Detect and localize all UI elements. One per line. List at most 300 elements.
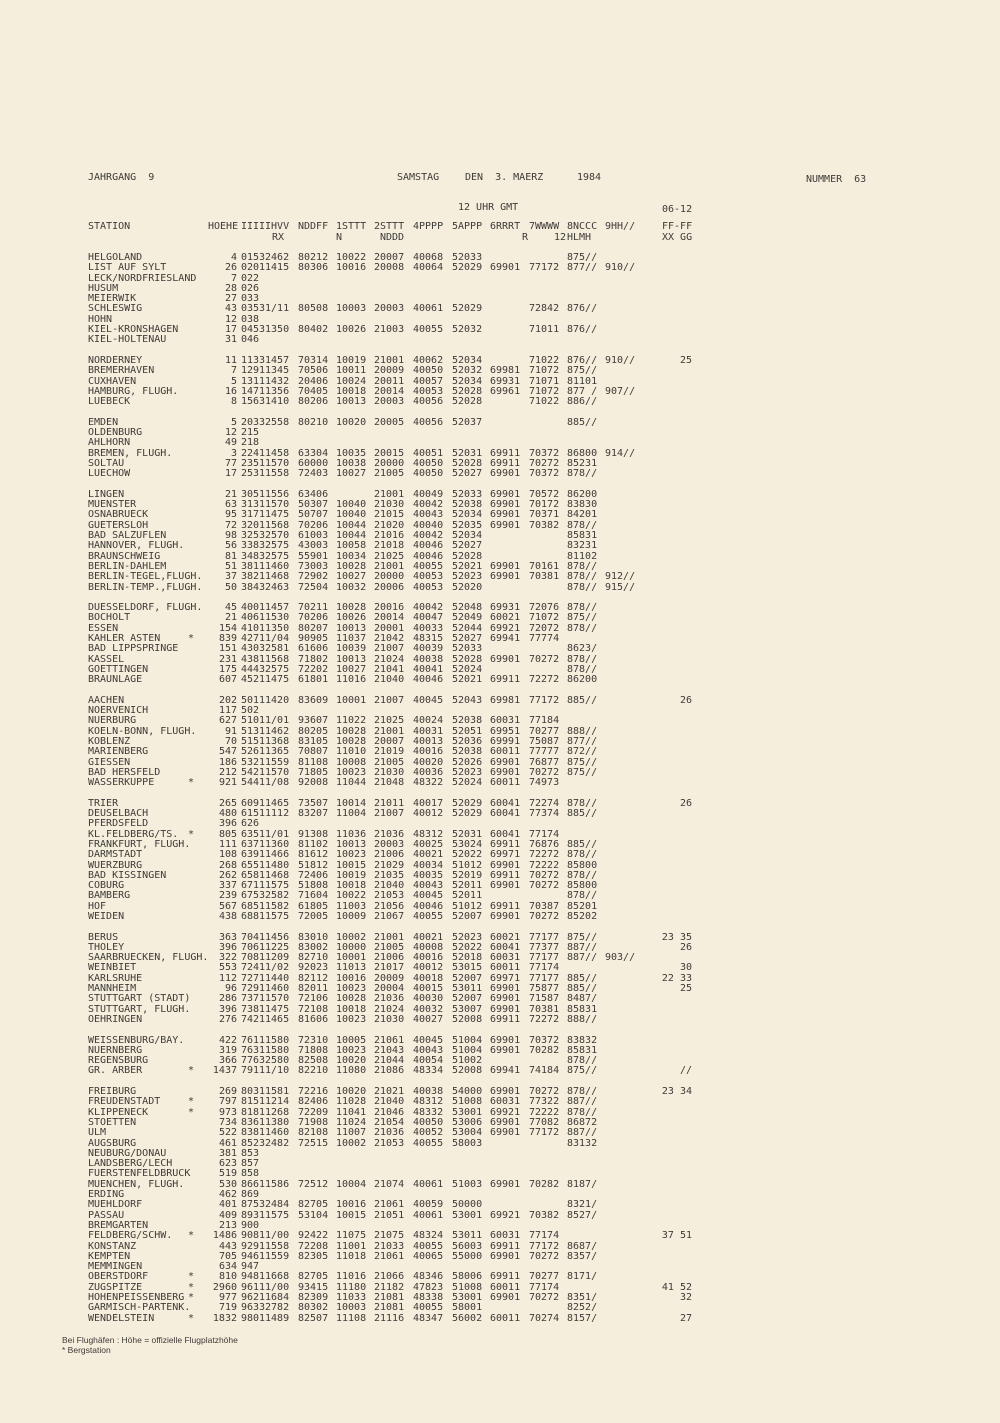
7wwww-group: 77174 bbox=[529, 962, 560, 974]
iii-value: 626 bbox=[241, 818, 260, 830]
nddff-group: 70506 bbox=[298, 365, 329, 377]
1sttt-group: 11013 bbox=[336, 962, 367, 974]
1sttt-group: 10040 bbox=[336, 499, 367, 511]
7wwww-group: 70572 bbox=[529, 488, 560, 500]
iii-value: 763 bbox=[241, 1044, 260, 1056]
2sttt-group: 20014 bbox=[374, 385, 405, 397]
iii-value: 963 bbox=[241, 1302, 260, 1314]
6rrrt-group: 69901 bbox=[490, 983, 521, 995]
4pppp-group: 40034 bbox=[413, 859, 444, 871]
9hh-group: 910// bbox=[605, 262, 636, 274]
bergstation-marker: * bbox=[188, 1312, 195, 1324]
4pppp-group: 40038 bbox=[413, 653, 444, 665]
8nccc-group: 888// bbox=[567, 1013, 598, 1025]
1sttt-group: 10019 bbox=[336, 869, 367, 881]
r-subheader: R bbox=[522, 232, 529, 243]
6rrrt-group: 60011 bbox=[490, 1281, 521, 1293]
8nccc-group: 8687/ bbox=[567, 1240, 598, 1252]
8nccc-group: 85831 bbox=[567, 1044, 598, 1056]
station-name: BERUS bbox=[88, 931, 119, 943]
7wwww-group: 70272 bbox=[529, 1291, 560, 1303]
1sttt-group: 11075 bbox=[336, 1230, 367, 1242]
5appp-group: 52011 bbox=[452, 880, 483, 892]
7wwww-group: 72274 bbox=[529, 797, 560, 809]
observation-time: 12 UHR GMT bbox=[458, 202, 519, 213]
2sttt-group: 21036 bbox=[374, 993, 405, 1005]
6rrrt-group: 69901 bbox=[490, 1044, 521, 1056]
7wwww-group: 72272 bbox=[529, 674, 560, 686]
iihvv-group: 11380 bbox=[259, 1116, 290, 1128]
nddff-group: 72902 bbox=[298, 571, 329, 583]
4pppp-group: 40056 bbox=[413, 416, 444, 428]
nddff-group: 72310 bbox=[298, 1034, 329, 1046]
5appp-group: 52023 bbox=[452, 931, 483, 943]
7wwww-group: 70387 bbox=[529, 900, 560, 912]
iihvv-group: 32484 bbox=[259, 1199, 290, 1211]
iii-value: 400 bbox=[241, 602, 260, 614]
1sttt-group: 11016 bbox=[336, 674, 367, 686]
7wwww-group: 71022 bbox=[529, 396, 560, 408]
1sttt-group: 11016 bbox=[336, 1271, 367, 1283]
iii-value: 853 bbox=[241, 1147, 260, 1159]
iii-value: 776 bbox=[241, 1055, 260, 1067]
iii-value: 688 bbox=[241, 911, 260, 922]
station-name: ESSEN bbox=[88, 622, 119, 634]
5appp-group: 52007 bbox=[452, 993, 483, 1005]
2sttt-group: 21086 bbox=[374, 1065, 405, 1077]
ff-gust-value: 23 34 bbox=[661, 1086, 692, 1098]
7wwww-group: 70272 bbox=[529, 457, 560, 469]
8nccc-group: 887// bbox=[567, 941, 598, 953]
4pppp-group: 40061 bbox=[413, 1209, 444, 1221]
iii-value: 637 bbox=[241, 838, 260, 850]
hoehe-value: 396 bbox=[218, 1003, 237, 1015]
iii-value: 908 bbox=[241, 1230, 260, 1242]
iii-value: 015 bbox=[241, 252, 260, 263]
station-name: BERLIN-TEGEL,FLUGH. bbox=[88, 571, 203, 583]
station-row bbox=[0, 418, 1000, 428]
6rrrt-group: 69901 bbox=[490, 1034, 521, 1046]
iihvv-group: 11556 bbox=[259, 488, 290, 500]
hoehe-value: 72 bbox=[224, 519, 237, 531]
1sttt-group: 10058 bbox=[336, 540, 367, 552]
iii-value: 224 bbox=[241, 447, 260, 459]
iii-value: 129 bbox=[241, 365, 260, 377]
iii-value: 542 bbox=[241, 766, 260, 778]
iii-value: 900 bbox=[241, 1219, 260, 1231]
hoehe-value: 81 bbox=[224, 550, 237, 562]
iihvv-group: 11475 bbox=[259, 509, 290, 521]
5appp-group: 52034 bbox=[452, 530, 483, 542]
iihvv-group: 11356 bbox=[259, 385, 290, 397]
station-name: HUSUM bbox=[88, 282, 119, 294]
hoehe-value: 265 bbox=[218, 797, 237, 809]
2sttt-group: 21053 bbox=[374, 1137, 405, 1149]
1sttt-group: 10028 bbox=[336, 602, 367, 614]
bergstation-marker: * bbox=[188, 1230, 195, 1242]
6rrrt-group: 69991 bbox=[490, 735, 521, 747]
iii-value: 513 bbox=[241, 725, 260, 737]
4pppp-group: 40055 bbox=[413, 560, 444, 572]
7wwww-group: 71587 bbox=[529, 993, 560, 1005]
iii-value: 452 bbox=[241, 674, 260, 686]
station-row bbox=[0, 850, 1000, 860]
2sttt-group: 21003 bbox=[374, 324, 405, 336]
2sttt-group: 21007 bbox=[374, 808, 405, 820]
hoehe-value: 443 bbox=[218, 1240, 237, 1252]
5appp-group: 58006 bbox=[452, 1271, 483, 1283]
5appp-group: 54000 bbox=[452, 1086, 483, 1098]
issue-number: NUMMER 63 bbox=[806, 174, 867, 185]
nddff-group: 71805 bbox=[298, 766, 329, 778]
nddff-group: 81606 bbox=[298, 1013, 329, 1025]
hoehe-value: 366 bbox=[218, 1055, 237, 1067]
iii-value: 815 bbox=[241, 1096, 260, 1108]
4pppp-group: 40065 bbox=[413, 1250, 444, 1262]
station-name: BREMEN, FLUGH. bbox=[88, 447, 173, 459]
station-row bbox=[0, 294, 1000, 304]
2sttt-group: 21030 bbox=[374, 499, 405, 511]
iihvv-group: 11684 bbox=[259, 1291, 290, 1303]
8nccc-group: 8623/ bbox=[567, 643, 598, 655]
station-name: DEUSELBACH bbox=[88, 808, 149, 820]
iii-value: 317 bbox=[241, 509, 260, 521]
iii-value: 438 bbox=[241, 653, 260, 665]
4pppp-group: 40042 bbox=[413, 499, 444, 511]
7wwww-group: 70371 bbox=[529, 509, 560, 521]
nddff-group: 51812 bbox=[298, 859, 329, 871]
1sttt-group: 10018 bbox=[336, 385, 367, 397]
5appp-group: 53007 bbox=[452, 1003, 483, 1015]
nddff-group: 93607 bbox=[298, 715, 329, 727]
8nccc-group: 875// bbox=[567, 612, 598, 624]
1sttt-group: 10016 bbox=[336, 1199, 367, 1211]
8nccc-group: 875// bbox=[567, 252, 598, 263]
station-name: MANNHEIM bbox=[88, 983, 137, 995]
nddff-group: 90905 bbox=[298, 632, 329, 644]
hoehe-value: 108 bbox=[218, 849, 237, 861]
station-row bbox=[0, 304, 1000, 314]
6rrrt-group: 69981 bbox=[490, 365, 521, 377]
iihvv-group: 11530 bbox=[259, 612, 290, 624]
iihvv-group: 11/01 bbox=[259, 715, 290, 727]
6rrrt-group: 60011 bbox=[490, 746, 521, 758]
2sttt-group: 21007 bbox=[374, 643, 405, 655]
ff-gust-value: 23 35 bbox=[661, 931, 692, 943]
ff-gust-value: 41 52 bbox=[661, 1281, 692, 1293]
6rrrt-group: 69901 bbox=[490, 571, 521, 583]
8nccc-group: 878// bbox=[567, 663, 598, 675]
bergstation-marker: * bbox=[188, 828, 195, 840]
ff-gust-value: 32 bbox=[679, 1291, 692, 1303]
nddff-group: 81612 bbox=[298, 849, 329, 861]
4pppp-group: 40046 bbox=[413, 550, 444, 562]
iihvv-group: 11460 bbox=[259, 560, 290, 572]
iii-value: 131 bbox=[241, 375, 260, 387]
iihvv-group: 11468 bbox=[259, 571, 290, 583]
iihvv-group: 11/08 bbox=[259, 777, 290, 789]
nddff-group: 72512 bbox=[298, 1178, 329, 1190]
2sttt-group: 20016 bbox=[374, 602, 405, 614]
station-name: TRIER bbox=[88, 797, 119, 809]
6rrrt-group: 69921 bbox=[490, 1209, 521, 1221]
1sttt-group: 10044 bbox=[336, 530, 367, 542]
station-row bbox=[0, 655, 1000, 665]
4pppp-group: 47823 bbox=[413, 1281, 444, 1293]
4pppp-group: 48338 bbox=[413, 1291, 444, 1303]
5appp-group: 58001 bbox=[452, 1302, 483, 1314]
1sttt-group: 10023 bbox=[336, 766, 367, 778]
iii-value: 501 bbox=[241, 694, 260, 706]
8nccc-group: 876// bbox=[567, 354, 598, 366]
station-name: MARIENBERG bbox=[88, 746, 149, 758]
station-name: COBURG bbox=[88, 880, 125, 892]
1sttt-group: 10028 bbox=[336, 735, 367, 747]
6rrrt-group: 60041 bbox=[490, 941, 521, 953]
iihvv-group: 11/10 bbox=[259, 1065, 290, 1077]
4pppp-group: 40061 bbox=[413, 1178, 444, 1190]
hoehe-value: 1832 bbox=[212, 1312, 237, 1324]
7wwww-group: 70382 bbox=[529, 1209, 560, 1221]
5appp-group: 52034 bbox=[452, 509, 483, 521]
4pppp-group: 40045 bbox=[413, 890, 444, 902]
nddff-group: 92008 bbox=[298, 777, 329, 789]
iii-value: 655 bbox=[241, 859, 260, 871]
station-name: MEMMINGEN bbox=[88, 1261, 143, 1273]
iii-value: 430 bbox=[241, 643, 260, 655]
hoehe-value: 607 bbox=[218, 674, 237, 686]
station-name: HOHN bbox=[88, 313, 113, 325]
6rrrt-group: 69901 bbox=[490, 880, 521, 892]
8nccc-group: 885// bbox=[567, 983, 598, 995]
iihvv-group: 11268 bbox=[259, 1106, 290, 1118]
nddff-group: 80508 bbox=[298, 303, 329, 315]
7wwww-group: 77774 bbox=[529, 632, 560, 644]
bergstation-marker: * bbox=[188, 1065, 195, 1077]
station-row bbox=[0, 696, 1000, 706]
iihvv-group: 11112 bbox=[259, 808, 290, 820]
4pppp-group: 40050 bbox=[413, 457, 444, 469]
7wwww-group: 72076 bbox=[529, 602, 560, 614]
4pppp-group: 40035 bbox=[413, 869, 444, 881]
station-name: AACHEN bbox=[88, 694, 125, 706]
6rrrt-group: 69901 bbox=[490, 1291, 521, 1303]
station-name: KLIPPENECK bbox=[88, 1106, 149, 1118]
4pppp-group: 48322 bbox=[413, 777, 444, 789]
5appp-group: 52035 bbox=[452, 519, 483, 531]
2sttt-group: 21033 bbox=[374, 1240, 405, 1252]
iihvv-group: 11209 bbox=[259, 952, 290, 964]
1sttt-group: 10011 bbox=[336, 365, 367, 377]
year-label: 1984 bbox=[577, 172, 602, 183]
4pppp-group: 40059 bbox=[413, 1199, 444, 1211]
5appp-group: 52022 bbox=[452, 941, 483, 953]
iii-value: 639 bbox=[241, 849, 260, 861]
7wwww-group: 72272 bbox=[529, 1013, 560, 1025]
5appp-group: 52027 bbox=[452, 632, 483, 644]
ff-gust-value: 26 bbox=[679, 694, 692, 706]
5appp-group: 51002 bbox=[452, 1055, 483, 1067]
5appp-group: 52027 bbox=[452, 468, 483, 480]
6rrrt-group: 69901 bbox=[490, 560, 521, 572]
station-group bbox=[0, 253, 1000, 346]
8nccc-group: 878// bbox=[567, 797, 598, 809]
hoehe-value: 16 bbox=[224, 385, 237, 397]
station-name: HOHENPEISSENBERG bbox=[88, 1291, 185, 1303]
iihvv-group: 11580 bbox=[259, 1034, 290, 1046]
station-name: BRAUNLAGE bbox=[88, 674, 143, 686]
station-name: AHLHORN bbox=[88, 437, 131, 449]
5appp-group: 52024 bbox=[452, 777, 483, 789]
station-row bbox=[0, 675, 1000, 685]
iihvv-group: 11580 bbox=[259, 1044, 290, 1056]
hoehe-value: 269 bbox=[218, 1086, 237, 1098]
iihvv-group: 32463 bbox=[259, 581, 290, 593]
iii-value: 609 bbox=[241, 797, 260, 809]
station-name: HELGOLAND bbox=[88, 252, 143, 263]
iii-value: 526 bbox=[241, 746, 260, 758]
hoehe-value: 567 bbox=[218, 900, 237, 912]
station-name: BOCHOLT bbox=[88, 612, 131, 624]
2sttt-group: 21040 bbox=[374, 674, 405, 686]
2sttt-group: 21042 bbox=[374, 632, 405, 644]
iii-value: 929 bbox=[241, 1240, 260, 1252]
1sttt-group: 10044 bbox=[336, 519, 367, 531]
2sttt-group: 21044 bbox=[374, 1055, 405, 1067]
station-name: FREUDENSTADT bbox=[88, 1096, 161, 1108]
iihvv-group: 11475 bbox=[259, 1003, 290, 1015]
hlmh-subheader: HLMH bbox=[567, 232, 592, 243]
2sttt-group: 21005 bbox=[374, 941, 405, 953]
nddff-group: 82112 bbox=[298, 972, 329, 984]
4pppp-group: 40050 bbox=[413, 365, 444, 377]
5appp-group: 52033 bbox=[452, 643, 483, 655]
nddff-group: 80210 bbox=[298, 416, 329, 428]
iii-value: 791 bbox=[241, 1065, 260, 1077]
6rrrt-group: 69921 bbox=[490, 622, 521, 634]
iii-value: 381 bbox=[241, 560, 260, 572]
iihvv-group: 11345 bbox=[259, 365, 290, 377]
1sttt-group: 10000 bbox=[336, 941, 367, 953]
5appp-group: 52038 bbox=[452, 715, 483, 727]
4pppp-group: 48347 bbox=[413, 1312, 444, 1324]
1sttt-group: 10019 bbox=[336, 354, 367, 366]
station-name: NUERBURG bbox=[88, 715, 137, 727]
hoehe-value: 95 bbox=[224, 509, 237, 521]
iihvv-group: 32462 bbox=[259, 252, 290, 263]
7wwww-group: 75877 bbox=[529, 983, 560, 995]
6rrrt-group: 69921 bbox=[490, 1106, 521, 1118]
2sttt-group: 21074 bbox=[374, 1178, 405, 1190]
8nccc-group: 878// bbox=[567, 1086, 598, 1098]
nddff-group: 70807 bbox=[298, 746, 329, 758]
hoehe-value: 839 bbox=[218, 632, 237, 644]
4pppp-group: 48315 bbox=[413, 632, 444, 644]
hoehe-value: 553 bbox=[218, 962, 237, 974]
hoehe-value: 522 bbox=[218, 1127, 237, 1139]
6rrrt-group: 69901 bbox=[490, 911, 521, 922]
2sttt-group: 20004 bbox=[374, 983, 405, 995]
7wwww-group: 71072 bbox=[529, 365, 560, 377]
4pppp-group: 48332 bbox=[413, 1106, 444, 1118]
station-group bbox=[0, 603, 1000, 685]
station-name: FELDBERG/SCHW. bbox=[88, 1230, 173, 1242]
hoehe-value: 4 bbox=[230, 252, 237, 263]
hoehe-value: 28 bbox=[224, 282, 237, 294]
iii-value: 338 bbox=[241, 540, 260, 552]
8nccc-group: 887// bbox=[567, 1096, 598, 1108]
8nccc-group: 885// bbox=[567, 972, 598, 984]
2sttt-group: 21029 bbox=[374, 859, 405, 871]
7wwww-group: 70282 bbox=[529, 1044, 560, 1056]
iihvv-group: 11465 bbox=[259, 1013, 290, 1025]
station-row bbox=[0, 274, 1000, 284]
4pppp-group: 40053 bbox=[413, 385, 444, 397]
4pppp-group: 40062 bbox=[413, 354, 444, 366]
nddff-group: 92023 bbox=[298, 962, 329, 974]
ff-gust-value: 26 bbox=[679, 941, 692, 953]
hoehe-value: 27 bbox=[224, 293, 237, 305]
iii-value: 046 bbox=[241, 334, 260, 346]
8nccc-group: 878// bbox=[567, 571, 598, 583]
1sttt-group: 11001 bbox=[336, 1240, 367, 1252]
iii-value: 948 bbox=[241, 1271, 260, 1283]
2sttt-group: 20011 bbox=[374, 375, 405, 387]
station-name: EMDEN bbox=[88, 416, 119, 428]
5appp-group: 53015 bbox=[452, 962, 483, 974]
hoehe-value: 422 bbox=[218, 1034, 237, 1046]
iihvv-group: 11/04 bbox=[259, 632, 290, 644]
4pppp-group: 40068 bbox=[413, 252, 444, 263]
8nccc-group: 85202 bbox=[567, 911, 598, 922]
station-name: STUTTGART, FLUGH. bbox=[88, 1003, 191, 1015]
8nccc-group: 86800 bbox=[567, 447, 598, 459]
1sttt-group: 10018 bbox=[336, 1003, 367, 1015]
5appp-group: 55000 bbox=[452, 1250, 483, 1262]
1sttt-group: 11003 bbox=[336, 900, 367, 912]
1sttt-group: 11036 bbox=[336, 828, 367, 840]
hoehe-value: 810 bbox=[218, 1271, 237, 1283]
1sttt-group: 10023 bbox=[336, 1013, 367, 1025]
iii-value: 235 bbox=[241, 457, 260, 469]
ff-gust-value: 25 bbox=[679, 983, 692, 995]
8nccc-group: 875// bbox=[567, 365, 598, 377]
iihvv-group: 11456 bbox=[259, 931, 290, 943]
7wwww-group: 71071 bbox=[529, 375, 560, 387]
hoehe-value: 8 bbox=[230, 396, 237, 408]
station-row bbox=[0, 1211, 1000, 1221]
hoehe-value: 262 bbox=[218, 869, 237, 881]
7wwww-group: 77177 bbox=[529, 952, 560, 964]
5appp-group: 52043 bbox=[452, 694, 483, 706]
7wwww-group: 77184 bbox=[529, 715, 560, 727]
station-name: FRANKFURT, FLUGH. bbox=[88, 838, 191, 850]
station-row bbox=[0, 1231, 1000, 1241]
bergstation-marker: * bbox=[188, 1281, 195, 1293]
nddff-group: 83207 bbox=[298, 808, 329, 820]
iihvv-group: 11582 bbox=[259, 900, 290, 912]
nddff-group: 82210 bbox=[298, 1065, 329, 1077]
5appp-group: 53011 bbox=[452, 1230, 483, 1242]
6rrrt-column-header: 6RRRT bbox=[490, 221, 521, 232]
6rrrt-group: 60041 bbox=[490, 828, 521, 840]
9hh-group: 915// bbox=[605, 581, 636, 593]
iihvv-group: 11415 bbox=[259, 262, 290, 274]
rx-subheader: RX bbox=[272, 232, 285, 243]
station-name: SOLTAU bbox=[88, 457, 125, 469]
8nccc-group: 8252/ bbox=[567, 1302, 598, 1314]
hoehe-value: 7 bbox=[230, 365, 237, 377]
